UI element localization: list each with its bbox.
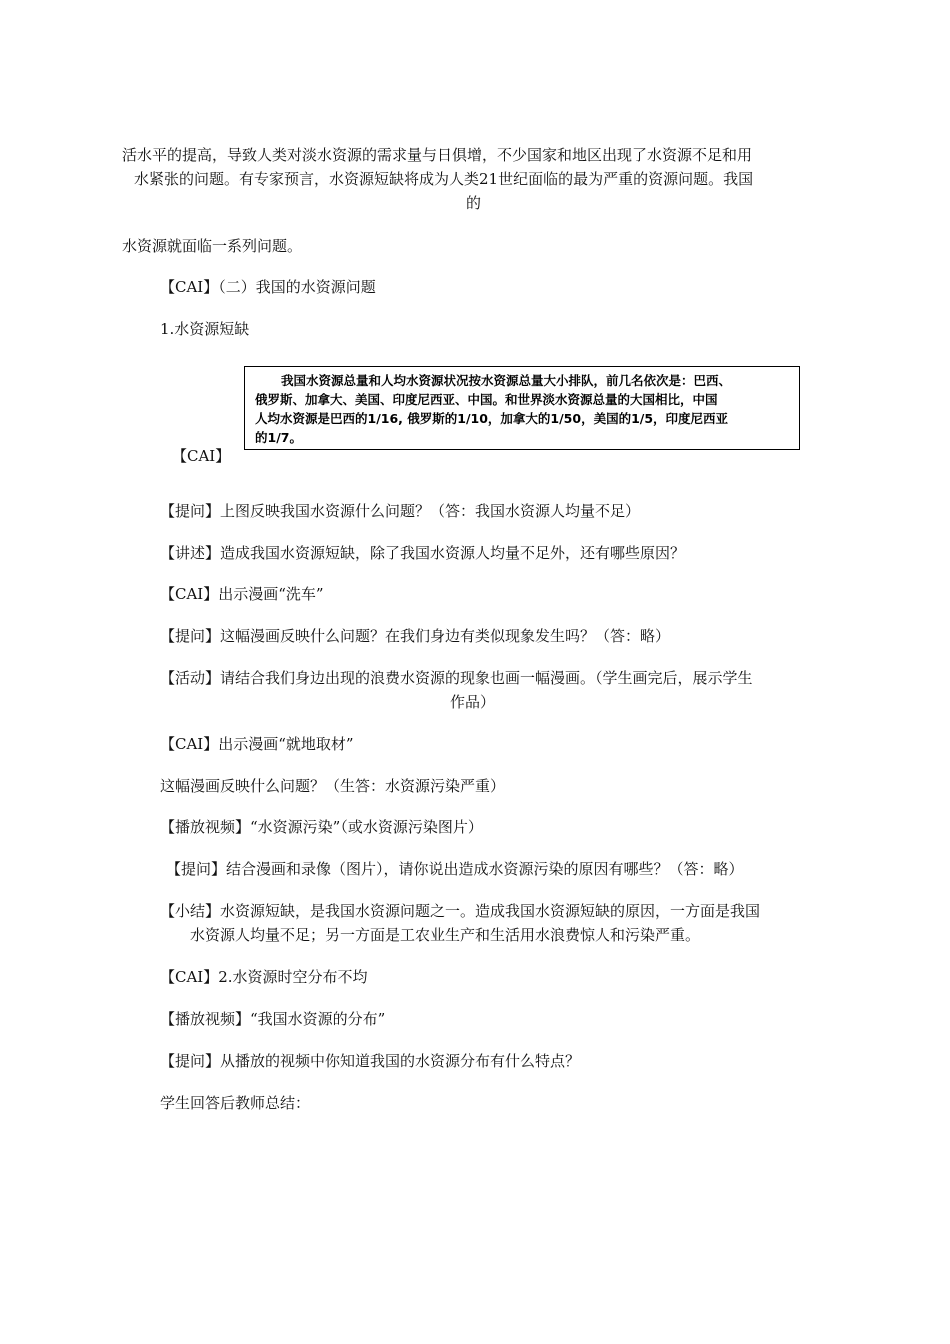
intro-line-2: 水紧张的问题。有专家预言，水资源短缺将成为人类21世纪面临的最为严重的资源问题。我国 xyxy=(134,170,754,188)
cai-box-line: 我国水资源总量和人均水资源状况按水资源总量大小排队，前几名依次是：巴西、 xyxy=(281,373,732,388)
cai-material-comic: 【CAI】出示漫画“就地取材” xyxy=(160,735,354,753)
summary-line-2: 水资源人均量不足；另一方面是工农业生产和生活用水浪费惊人和污染严重。 xyxy=(190,926,701,944)
question-3: 【提问】结合漫画和录像（图片），请你说出造成水资源污染的原因有哪些？（答：略） xyxy=(166,860,744,878)
cai-info-box xyxy=(244,366,800,450)
intro-line-4: 水资源就面临一系列问题。 xyxy=(122,237,303,255)
question-4: 【提问】从播放的视频中你知道我国的水资源分布有什么特点？ xyxy=(160,1052,581,1070)
video-pollution: 【播放视频】“水资源污染”（或水资源污染图片） xyxy=(160,818,483,836)
subsection-shortage: 1.水资源短缺 xyxy=(160,320,250,338)
cai-box-label: 【CAI】 xyxy=(172,447,231,465)
cai-distribution: 【CAI】2.水资源时空分布不均 xyxy=(160,968,368,986)
activity-line-2: 作品） xyxy=(450,693,496,711)
intro-line-3: 的 xyxy=(466,194,482,212)
comic-question: 这幅漫画反映什么问题？（生答：水资源污染严重） xyxy=(160,777,506,795)
cai-box-line: 俄罗斯、加拿大、美国、印度尼西亚、中国。和世界淡水资源总量的大国相比，中国 xyxy=(255,392,718,407)
question-2: 【提问】这幅漫画反映什么问题？在我们身边有类似现象发生吗？（答：略） xyxy=(160,627,671,645)
cai-box-line: 的1/7。 xyxy=(255,430,302,445)
summary-line-1: 【小结】水资源短缺，是我国水资源问题之一。造成我国水资源短缺的原因，一方面是我国 xyxy=(160,902,761,920)
section-heading: 【CAI】（二）我国的水资源问题 xyxy=(160,278,376,296)
narration: 【讲述】造成我国水资源短缺，除了我国水资源人均量不足外，还有哪些原因？ xyxy=(160,544,686,562)
activity-line-1: 【活动】请结合我们身边出现的浪费水资源的现象也画一幅漫画。（学生画完后，展示学生 xyxy=(160,669,753,687)
video-distribution: 【播放视频】“我国水资源的分布” xyxy=(160,1010,386,1028)
teacher-conclusion: 学生回答后教师总结： xyxy=(160,1094,311,1112)
question-1: 【提问】上图反映我国水资源什么问题？（答：我国水资源人均量不足） xyxy=(160,502,641,520)
cai-wash-comic: 【CAI】出示漫画“洗车” xyxy=(160,585,324,603)
intro-line-1: 活水平的提高，导致人类对淡水资源的需求量与日俱增，不少国家和地区出现了水资源不足和用 xyxy=(122,146,753,164)
cai-box-line: 人均水资源是巴西的1/16, 俄罗斯的1/10，加拿大的1/50，美国的1/5，印度尼西亚 xyxy=(255,411,729,426)
